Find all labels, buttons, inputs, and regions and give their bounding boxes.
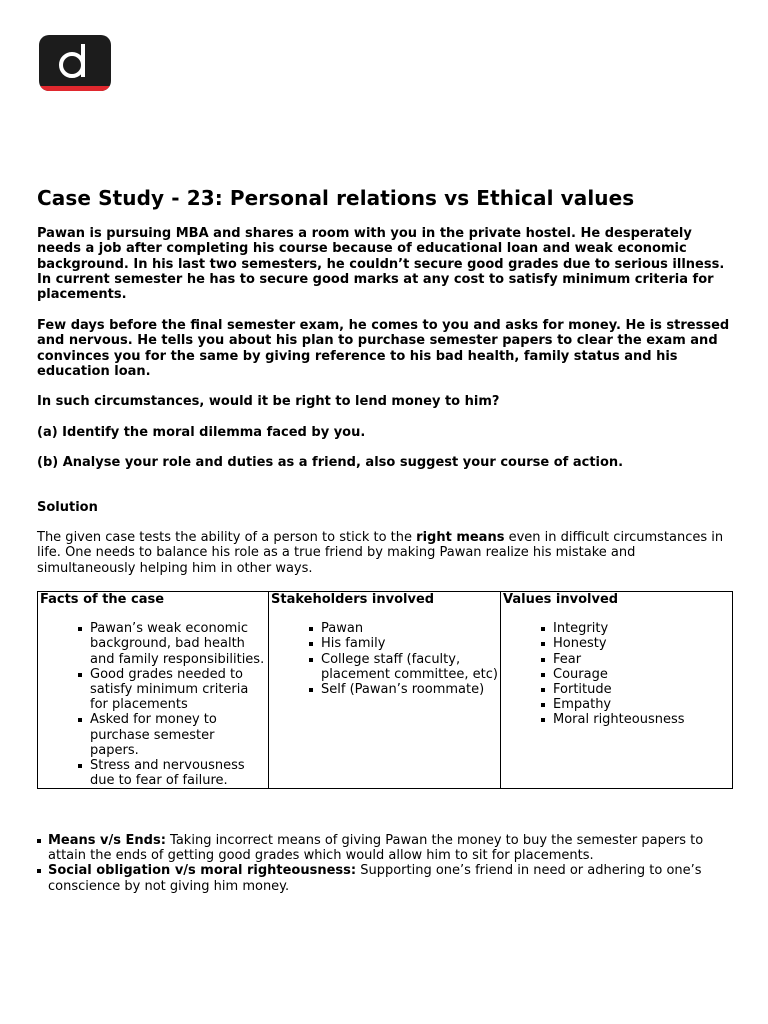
solution-bold-term: right means (416, 530, 505, 545)
solution-heading: Solution (37, 500, 98, 515)
list-item: Empathy (553, 697, 730, 712)
d-letter-logo-icon (39, 35, 111, 91)
list-item: Fortitude (553, 682, 730, 697)
facts-cell (38, 607, 269, 789)
dilemma-text: Taking incorrect means of giving Pawan the money to buy the semester papers to attain the ends of getting good grades which would allow him to sit for placements. (48, 833, 704, 864)
dilemma-item-means-ends (48, 833, 728, 863)
values-cell (501, 607, 733, 789)
analysis-table (37, 591, 733, 789)
question-b: (b) Analyse your role and duties as a friend, also suggest your course of action. (37, 455, 624, 470)
list-item: Pawan (321, 621, 498, 636)
list-item: Moral righteousness (553, 712, 730, 727)
question: In such circumstances, would it be right to lend money to him? (37, 394, 500, 409)
intro-paragraph-2: Few days before the final semester exam, he comes to you and asks for money. He is stressed and nervous. He tells you about his plan to purchase semester papers to clear the exam and convinces you for the same by giving reference to his bad health, family status and his education loan. (37, 318, 730, 379)
dilemma-term: Means v/s Ends: (48, 833, 166, 848)
facts-list (40, 621, 266, 788)
list-item: Honesty (553, 636, 730, 651)
list-item: Pawan’s weak economic background, bad health and family responsibilities. (90, 621, 265, 667)
list-item: Fear (553, 652, 730, 667)
page-title: Case Study - 23: Personal relations vs Ethical values (37, 186, 635, 210)
solution-paragraph (37, 530, 731, 576)
table-header-row (38, 592, 733, 608)
dilemma-list (48, 833, 728, 894)
table-body-row (38, 607, 733, 789)
dilemma-text: Supporting one’s friend in need or adhering to one’s conscience by not giving him money. (48, 863, 702, 894)
header-values: Values involved (501, 592, 733, 608)
values-list (503, 621, 730, 727)
header-stakeholders: Stakeholders involved (269, 592, 501, 608)
list-item: Courage (553, 667, 730, 682)
logo-accent-bar (39, 86, 111, 91)
solution-text-before: The given case tests the ability of a person to stick to the (37, 530, 417, 545)
list-item: Asked for money to purchase semester papers. (90, 712, 266, 758)
list-item: Good grades needed to satisfy minimum criteria for placements (90, 667, 266, 713)
intro-paragraph-1: Pawan is pursuing MBA and shares a room with you in the private hostel. He desperately needs a job after completing his course because of educational loan and weak economic background. In his last two semesters, he couldn’t secure good grades due to serious illness. In current semester he has to secure good marks at any cost to satisfy minimum criteria for placements. (37, 226, 725, 303)
stakeholders-cell (269, 607, 501, 789)
list-item: College staff (faculty, placement committee, etc) (321, 651, 498, 682)
list-item: Integrity (553, 621, 730, 636)
question-a: (a) Identify the moral dilemma faced by you. (37, 425, 366, 440)
dilemma-term: Social obligation v/s moral righteousness: (48, 863, 357, 879)
list-item: His family (321, 636, 498, 651)
stakeholders-list (271, 621, 498, 697)
list-item: Stress and nervousness due to fear of failure. (90, 758, 266, 788)
dilemma-item-social-obligation (48, 863, 728, 893)
solution-text-after: even in difficult circumstances in life. One needs to balance his role as a true friend by making Pawan realize his mistake and simultaneously helping him in other ways. (37, 530, 724, 576)
header-facts: Facts of the case (38, 592, 269, 608)
logo (39, 35, 111, 91)
list-item: Self (Pawan’s roommate) (321, 682, 498, 697)
